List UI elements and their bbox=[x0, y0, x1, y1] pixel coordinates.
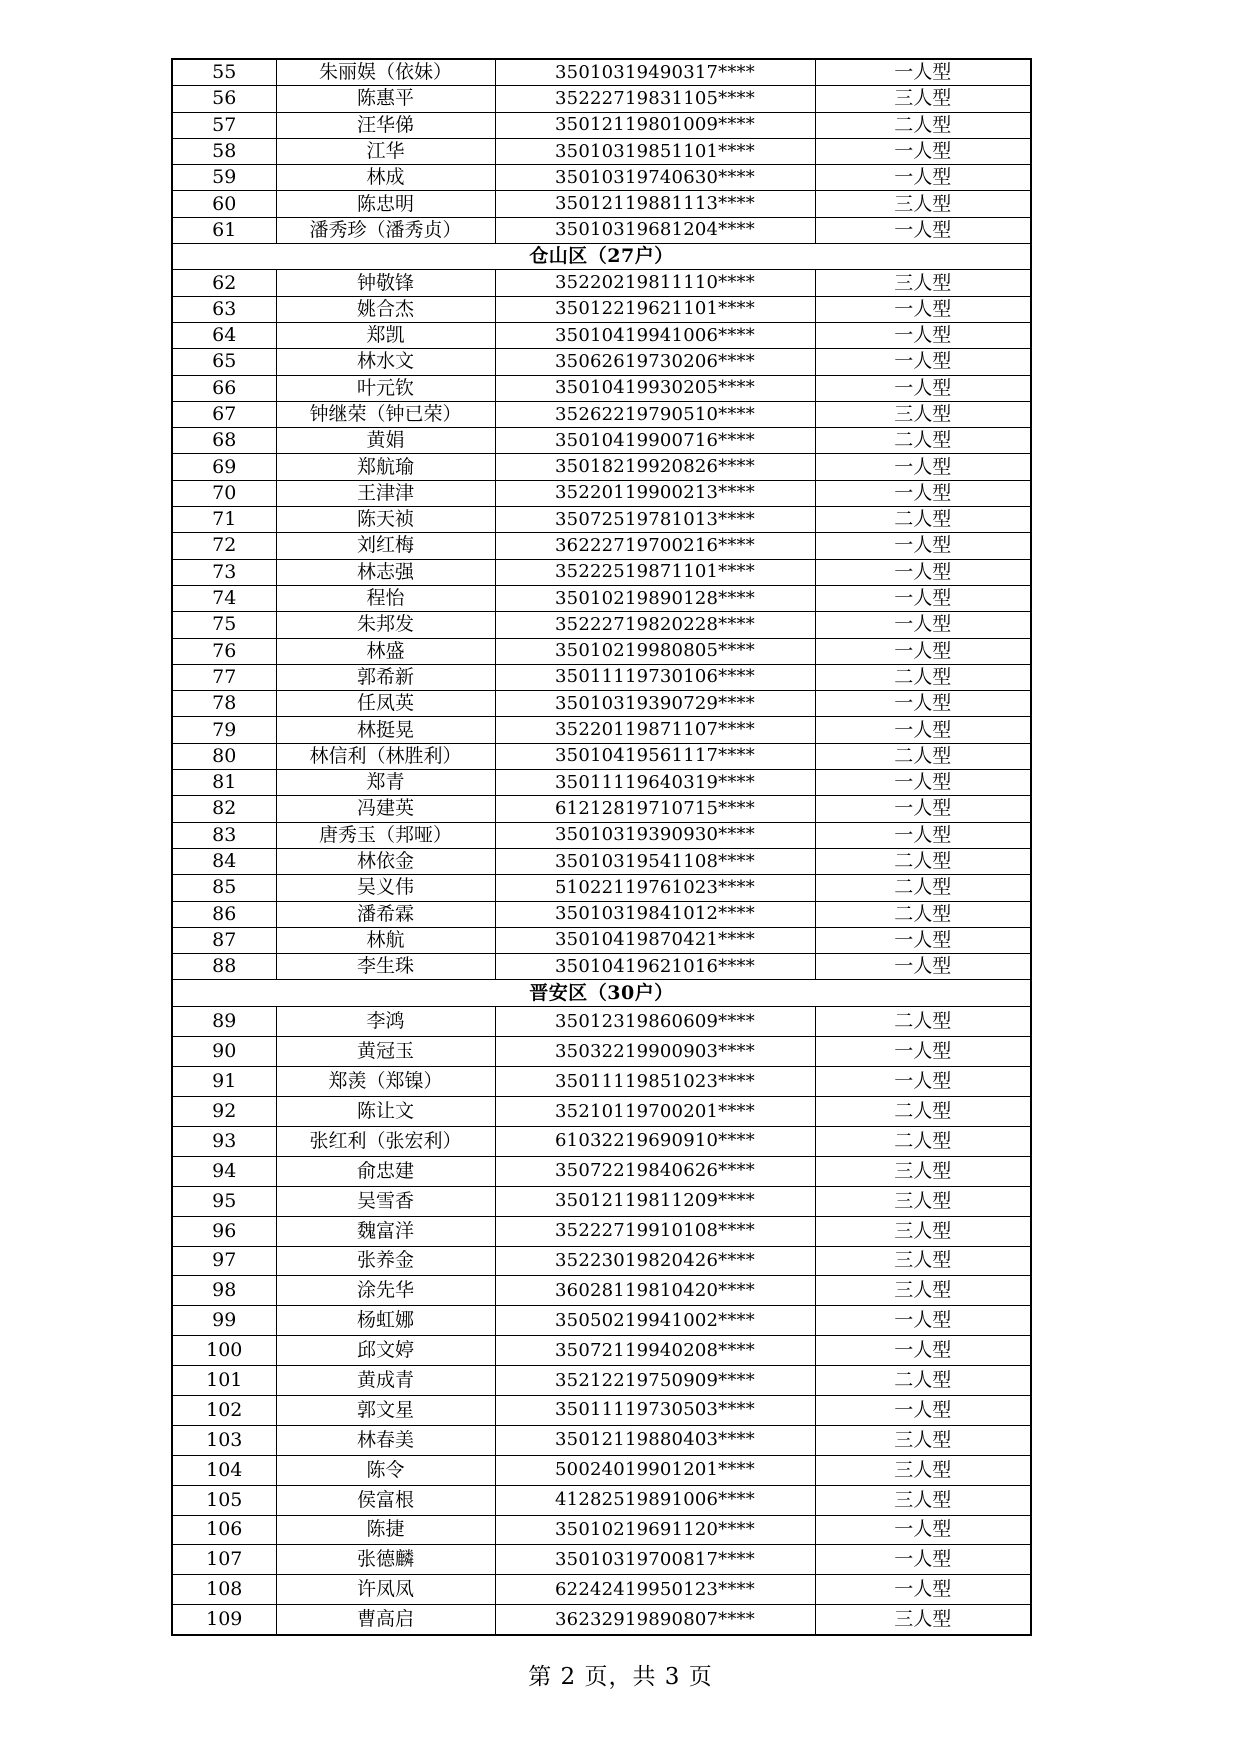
household-type-cell: 一人型 bbox=[815, 796, 1031, 822]
id-number-cell: 35011119851023**** bbox=[495, 1067, 815, 1097]
row-number-cell: 86 bbox=[172, 901, 276, 927]
table-row bbox=[172, 796, 1031, 822]
household-type-cell: 一人型 bbox=[815, 717, 1031, 743]
table-row bbox=[172, 559, 1031, 585]
id-number-cell: 35010319541108**** bbox=[495, 848, 815, 874]
table-row bbox=[172, 585, 1031, 611]
household-type-cell: 一人型 bbox=[815, 1306, 1031, 1336]
table-row bbox=[172, 1366, 1031, 1396]
row-number-cell: 75 bbox=[172, 612, 276, 638]
applicant-name-cell: 汪华俤 bbox=[276, 112, 495, 138]
id-number-cell: 35212219750909**** bbox=[495, 1366, 815, 1396]
row-number-cell: 88 bbox=[172, 954, 276, 980]
applicant-name-cell: 许凤凤 bbox=[276, 1575, 495, 1605]
applicant-name-cell: 黄冠玉 bbox=[276, 1037, 495, 1067]
table-row bbox=[172, 822, 1031, 848]
row-number-cell: 77 bbox=[172, 664, 276, 690]
household-type-cell: 二人型 bbox=[815, 428, 1031, 454]
applicant-name-cell: 郑青 bbox=[276, 770, 495, 796]
household-type-cell: 一人型 bbox=[815, 1067, 1031, 1097]
row-number-cell: 62 bbox=[172, 270, 276, 296]
household-type-cell: 一人型 bbox=[815, 217, 1031, 243]
household-type-cell: 一人型 bbox=[815, 770, 1031, 796]
household-type-cell: 一人型 bbox=[815, 322, 1031, 348]
applicant-name-cell: 张红利（张宏利） bbox=[276, 1126, 495, 1156]
row-number-cell: 99 bbox=[172, 1306, 276, 1336]
applicant-name-cell: 郑航瑜 bbox=[276, 454, 495, 480]
household-type-cell: 二人型 bbox=[815, 507, 1031, 533]
id-number-cell: 35010319390729**** bbox=[495, 691, 815, 717]
row-number-cell: 89 bbox=[172, 1007, 276, 1037]
row-number-cell: 61 bbox=[172, 217, 276, 243]
table-row bbox=[172, 86, 1031, 112]
id-number-cell: 35012119801009**** bbox=[495, 112, 815, 138]
table-row bbox=[172, 717, 1031, 743]
row-number-cell: 96 bbox=[172, 1216, 276, 1246]
applicant-name-cell: 刘红梅 bbox=[276, 533, 495, 559]
household-type-cell: 二人型 bbox=[815, 664, 1031, 690]
applicant-name-cell: 郭希新 bbox=[276, 664, 495, 690]
applicant-name-cell: 钟敬锋 bbox=[276, 270, 495, 296]
id-number-cell: 35012119880403**** bbox=[495, 1425, 815, 1455]
row-number-cell: 105 bbox=[172, 1485, 276, 1515]
table-row bbox=[172, 428, 1031, 454]
table-row bbox=[172, 1007, 1031, 1037]
id-number-cell: 35262219790510**** bbox=[495, 401, 815, 427]
table-row bbox=[172, 1156, 1031, 1186]
id-number-cell: 41282519891006**** bbox=[495, 1485, 815, 1515]
household-type-cell: 三人型 bbox=[815, 1276, 1031, 1306]
household-type-cell: 一人型 bbox=[815, 165, 1031, 191]
id-number-cell: 35012219621101**** bbox=[495, 296, 815, 322]
household-type-cell: 二人型 bbox=[815, 112, 1031, 138]
household-type-cell: 一人型 bbox=[815, 1515, 1031, 1545]
row-number-cell: 90 bbox=[172, 1037, 276, 1067]
table-row bbox=[172, 1097, 1031, 1127]
table-row bbox=[172, 270, 1031, 296]
table-row bbox=[172, 375, 1031, 401]
id-number-cell: 61032219690910**** bbox=[495, 1126, 815, 1156]
table-row bbox=[172, 1246, 1031, 1276]
row-number-cell: 63 bbox=[172, 296, 276, 322]
row-number-cell: 97 bbox=[172, 1246, 276, 1276]
id-number-cell: 35010319700817**** bbox=[495, 1545, 815, 1575]
table-row bbox=[172, 1216, 1031, 1246]
applicant-name-cell: 陈让文 bbox=[276, 1097, 495, 1127]
table-row bbox=[172, 1067, 1031, 1097]
applicant-name-cell: 林信利（林胜利） bbox=[276, 743, 495, 769]
applicant-name-cell: 叶元钦 bbox=[276, 375, 495, 401]
household-type-cell: 三人型 bbox=[815, 1455, 1031, 1485]
id-number-cell: 35011119730503**** bbox=[495, 1395, 815, 1425]
table-row bbox=[172, 901, 1031, 927]
row-number-cell: 93 bbox=[172, 1126, 276, 1156]
household-type-cell: 一人型 bbox=[815, 954, 1031, 980]
table-row bbox=[172, 1515, 1031, 1545]
household-type-cell: 一人型 bbox=[815, 1395, 1031, 1425]
id-number-cell: 36222719700216**** bbox=[495, 533, 815, 559]
id-number-cell: 35223019820426**** bbox=[495, 1246, 815, 1276]
id-number-cell: 35010319390930**** bbox=[495, 822, 815, 848]
row-number-cell: 102 bbox=[172, 1395, 276, 1425]
applicant-name-cell: 吴义伟 bbox=[276, 875, 495, 901]
table-row bbox=[172, 1395, 1031, 1425]
id-number-cell: 35222719910108**** bbox=[495, 1216, 815, 1246]
table-row bbox=[172, 1336, 1031, 1366]
table-row bbox=[172, 1485, 1031, 1515]
table-row bbox=[172, 165, 1031, 191]
household-type-cell: 一人型 bbox=[815, 691, 1031, 717]
id-number-cell: 35010419870421**** bbox=[495, 927, 815, 953]
applicant-name-cell: 张德麟 bbox=[276, 1545, 495, 1575]
applicant-name-cell: 陈捷 bbox=[276, 1515, 495, 1545]
row-number-cell: 104 bbox=[172, 1455, 276, 1485]
applicant-name-cell: 黄娟 bbox=[276, 428, 495, 454]
applicant-name-cell: 林水文 bbox=[276, 349, 495, 375]
table-row bbox=[172, 770, 1031, 796]
id-number-cell: 36028119810420**** bbox=[495, 1276, 815, 1306]
row-number-cell: 106 bbox=[172, 1515, 276, 1545]
row-number-cell: 65 bbox=[172, 349, 276, 375]
id-number-cell: 35010319681204**** bbox=[495, 217, 815, 243]
id-number-cell: 35011119640319**** bbox=[495, 770, 815, 796]
table-row bbox=[172, 138, 1031, 164]
id-number-cell: 35012119881113**** bbox=[495, 191, 815, 217]
id-number-cell: 35011119730106**** bbox=[495, 664, 815, 690]
row-number-cell: 91 bbox=[172, 1067, 276, 1097]
table-row bbox=[172, 743, 1031, 769]
id-number-cell: 61212819710715**** bbox=[495, 796, 815, 822]
household-type-cell: 一人型 bbox=[815, 1037, 1031, 1067]
table-row bbox=[172, 1455, 1031, 1485]
row-number-cell: 87 bbox=[172, 927, 276, 953]
table-row bbox=[172, 1037, 1031, 1067]
row-number-cell: 60 bbox=[172, 191, 276, 217]
table-row bbox=[172, 927, 1031, 953]
page-footer: 第 2 页，共 3 页 bbox=[528, 1664, 713, 1690]
applicant-name-cell: 姚合杰 bbox=[276, 296, 495, 322]
household-type-cell: 一人型 bbox=[815, 1336, 1031, 1366]
applicant-name-cell: 冯建英 bbox=[276, 796, 495, 822]
table-row bbox=[172, 1126, 1031, 1156]
applicant-name-cell: 魏富洋 bbox=[276, 1216, 495, 1246]
table-row bbox=[172, 507, 1031, 533]
id-number-cell: 35010319490317**** bbox=[495, 59, 815, 86]
applicant-name-cell: 李生珠 bbox=[276, 954, 495, 980]
id-number-cell: 35010419561117**** bbox=[495, 743, 815, 769]
table-row bbox=[172, 296, 1031, 322]
household-type-cell: 一人型 bbox=[815, 638, 1031, 664]
table-row bbox=[172, 401, 1031, 427]
table-row bbox=[172, 691, 1031, 717]
id-number-cell: 35220119871107**** bbox=[495, 717, 815, 743]
household-type-cell: 一人型 bbox=[815, 59, 1031, 86]
household-type-cell: 三人型 bbox=[815, 1156, 1031, 1186]
id-number-cell: 35222719820228**** bbox=[495, 612, 815, 638]
row-number-cell: 98 bbox=[172, 1276, 276, 1306]
household-type-cell: 三人型 bbox=[815, 401, 1031, 427]
id-number-cell: 62242419950123**** bbox=[495, 1575, 815, 1605]
table-row bbox=[172, 612, 1031, 638]
id-number-cell: 35072219840626**** bbox=[495, 1156, 815, 1186]
household-type-cell: 一人型 bbox=[815, 533, 1031, 559]
applicant-name-cell: 林盛 bbox=[276, 638, 495, 664]
row-number-cell: 72 bbox=[172, 533, 276, 559]
id-number-cell: 35010419941006**** bbox=[495, 322, 815, 348]
row-number-cell: 84 bbox=[172, 848, 276, 874]
table-row bbox=[172, 1575, 1031, 1605]
row-number-cell: 79 bbox=[172, 717, 276, 743]
household-type-cell: 三人型 bbox=[815, 270, 1031, 296]
applicant-name-cell: 黄成青 bbox=[276, 1366, 495, 1396]
applicant-name-cell: 曹高启 bbox=[276, 1605, 495, 1635]
household-type-cell: 一人型 bbox=[815, 612, 1031, 638]
applicant-name-cell: 郑凯 bbox=[276, 322, 495, 348]
household-type-cell: 三人型 bbox=[815, 1246, 1031, 1276]
table-row bbox=[172, 1605, 1031, 1635]
household-type-cell: 三人型 bbox=[815, 1216, 1031, 1246]
row-number-cell: 71 bbox=[172, 507, 276, 533]
id-number-cell: 35220119900213**** bbox=[495, 480, 815, 506]
applicant-name-cell: 杨虹娜 bbox=[276, 1306, 495, 1336]
row-number-cell: 58 bbox=[172, 138, 276, 164]
section-title: 晋安区（30户） bbox=[172, 980, 1031, 1007]
table-row bbox=[172, 480, 1031, 506]
id-number-cell: 35062619730206**** bbox=[495, 349, 815, 375]
household-type-cell: 一人型 bbox=[815, 1575, 1031, 1605]
id-number-cell: 51022119761023**** bbox=[495, 875, 815, 901]
table-row bbox=[172, 454, 1031, 480]
id-number-cell: 50024019901201**** bbox=[495, 1455, 815, 1485]
applicant-name-cell: 江华 bbox=[276, 138, 495, 164]
applicant-name-cell: 李鸿 bbox=[276, 1007, 495, 1037]
row-number-cell: 95 bbox=[172, 1186, 276, 1216]
row-number-cell: 85 bbox=[172, 875, 276, 901]
row-number-cell: 64 bbox=[172, 322, 276, 348]
row-number-cell: 56 bbox=[172, 86, 276, 112]
row-number-cell: 76 bbox=[172, 638, 276, 664]
household-type-cell: 一人型 bbox=[815, 138, 1031, 164]
row-number-cell: 109 bbox=[172, 1605, 276, 1635]
household-type-cell: 二人型 bbox=[815, 1366, 1031, 1396]
applicant-name-cell: 吴雪香 bbox=[276, 1186, 495, 1216]
household-table bbox=[171, 58, 1032, 1636]
row-number-cell: 80 bbox=[172, 743, 276, 769]
applicant-name-cell: 陈天祯 bbox=[276, 507, 495, 533]
row-number-cell: 101 bbox=[172, 1366, 276, 1396]
id-number-cell: 35010219691120**** bbox=[495, 1515, 815, 1545]
row-number-cell: 94 bbox=[172, 1156, 276, 1186]
household-type-cell: 二人型 bbox=[815, 848, 1031, 874]
household-type-cell: 一人型 bbox=[815, 454, 1031, 480]
applicant-name-cell: 朱邦发 bbox=[276, 612, 495, 638]
applicant-name-cell: 侯富根 bbox=[276, 1485, 495, 1515]
id-number-cell: 35010319841012**** bbox=[495, 901, 815, 927]
id-number-cell: 35072519781013**** bbox=[495, 507, 815, 533]
applicant-name-cell: 郑羡（郑镍） bbox=[276, 1067, 495, 1097]
section-header-row bbox=[172, 244, 1031, 270]
applicant-name-cell: 郭文星 bbox=[276, 1395, 495, 1425]
household-type-cell: 三人型 bbox=[815, 1186, 1031, 1216]
id-number-cell: 35010219980805**** bbox=[495, 638, 815, 664]
table-row bbox=[172, 1545, 1031, 1575]
row-number-cell: 66 bbox=[172, 375, 276, 401]
applicant-name-cell: 陈惠平 bbox=[276, 86, 495, 112]
household-type-cell: 三人型 bbox=[815, 191, 1031, 217]
applicant-name-cell: 程怡 bbox=[276, 585, 495, 611]
household-type-cell: 二人型 bbox=[815, 1126, 1031, 1156]
household-type-cell: 二人型 bbox=[815, 901, 1031, 927]
table-row bbox=[172, 191, 1031, 217]
id-number-cell: 35032219900903**** bbox=[495, 1037, 815, 1067]
row-number-cell: 81 bbox=[172, 770, 276, 796]
household-type-cell: 二人型 bbox=[815, 875, 1031, 901]
row-number-cell: 92 bbox=[172, 1097, 276, 1127]
applicant-name-cell: 林航 bbox=[276, 927, 495, 953]
household-type-cell: 三人型 bbox=[815, 86, 1031, 112]
applicant-name-cell: 林挺晃 bbox=[276, 717, 495, 743]
household-type-cell: 三人型 bbox=[815, 1605, 1031, 1635]
id-number-cell: 35012119811209**** bbox=[495, 1186, 815, 1216]
row-number-cell: 69 bbox=[172, 454, 276, 480]
table-row bbox=[172, 533, 1031, 559]
id-number-cell: 35012319860609**** bbox=[495, 1007, 815, 1037]
household-type-cell: 三人型 bbox=[815, 1485, 1031, 1515]
row-number-cell: 57 bbox=[172, 112, 276, 138]
applicant-name-cell: 潘秀珍（潘秀贞） bbox=[276, 217, 495, 243]
row-number-cell: 67 bbox=[172, 401, 276, 427]
applicant-name-cell: 林依金 bbox=[276, 848, 495, 874]
row-number-cell: 108 bbox=[172, 1575, 276, 1605]
table-row bbox=[172, 1186, 1031, 1216]
row-number-cell: 59 bbox=[172, 165, 276, 191]
row-number-cell: 70 bbox=[172, 480, 276, 506]
id-number-cell: 35018219920826**** bbox=[495, 454, 815, 480]
household-type-cell: 一人型 bbox=[815, 559, 1031, 585]
household-type-cell: 一人型 bbox=[815, 822, 1031, 848]
id-number-cell: 36232919890807**** bbox=[495, 1605, 815, 1635]
id-number-cell: 35010419900716**** bbox=[495, 428, 815, 454]
id-number-cell: 35072119940208**** bbox=[495, 1336, 815, 1366]
household-type-cell: 三人型 bbox=[815, 1425, 1031, 1455]
table-row bbox=[172, 217, 1031, 243]
applicant-name-cell: 俞忠建 bbox=[276, 1156, 495, 1186]
section-title: 仓山区（27户） bbox=[172, 244, 1031, 270]
household-type-cell: 二人型 bbox=[815, 1007, 1031, 1037]
applicant-name-cell: 林志强 bbox=[276, 559, 495, 585]
household-type-cell: 二人型 bbox=[815, 1097, 1031, 1127]
household-type-cell: 一人型 bbox=[815, 927, 1031, 953]
applicant-name-cell: 钟继荣（钟已荣） bbox=[276, 401, 495, 427]
id-number-cell: 35222719831105**** bbox=[495, 86, 815, 112]
table-row bbox=[172, 954, 1031, 980]
id-number-cell: 35220219811110**** bbox=[495, 270, 815, 296]
applicant-name-cell: 陈令 bbox=[276, 1455, 495, 1485]
section-header-row bbox=[172, 980, 1031, 1007]
id-number-cell: 35010419621016**** bbox=[495, 954, 815, 980]
table-row bbox=[172, 322, 1031, 348]
table-row bbox=[172, 1306, 1031, 1336]
table-row bbox=[172, 1425, 1031, 1455]
household-type-cell: 一人型 bbox=[815, 585, 1031, 611]
applicant-name-cell: 陈忠明 bbox=[276, 191, 495, 217]
row-number-cell: 83 bbox=[172, 822, 276, 848]
table-row bbox=[172, 1276, 1031, 1306]
household-type-cell: 一人型 bbox=[815, 480, 1031, 506]
household-type-cell: 一人型 bbox=[815, 375, 1031, 401]
row-number-cell: 78 bbox=[172, 691, 276, 717]
applicant-name-cell: 林春美 bbox=[276, 1425, 495, 1455]
applicant-name-cell: 涂先华 bbox=[276, 1276, 495, 1306]
table-row bbox=[172, 112, 1031, 138]
applicant-name-cell: 林成 bbox=[276, 165, 495, 191]
id-number-cell: 35010219890128**** bbox=[495, 585, 815, 611]
id-number-cell: 35010419930205**** bbox=[495, 375, 815, 401]
table-row bbox=[172, 848, 1031, 874]
row-number-cell: 100 bbox=[172, 1336, 276, 1366]
row-number-cell: 103 bbox=[172, 1425, 276, 1455]
applicant-name-cell: 邱文婷 bbox=[276, 1336, 495, 1366]
table-row bbox=[172, 349, 1031, 375]
applicant-name-cell: 潘希霖 bbox=[276, 901, 495, 927]
table-row bbox=[172, 59, 1031, 86]
id-number-cell: 35010319740630**** bbox=[495, 165, 815, 191]
applicant-name-cell: 任凤英 bbox=[276, 691, 495, 717]
household-type-cell: 一人型 bbox=[815, 1545, 1031, 1575]
row-number-cell: 82 bbox=[172, 796, 276, 822]
applicant-name-cell: 唐秀玉（邦哑） bbox=[276, 822, 495, 848]
row-number-cell: 73 bbox=[172, 559, 276, 585]
row-number-cell: 74 bbox=[172, 585, 276, 611]
table-row bbox=[172, 875, 1031, 901]
table-row bbox=[172, 638, 1031, 664]
id-number-cell: 35222519871101**** bbox=[495, 559, 815, 585]
household-type-cell: 一人型 bbox=[815, 349, 1031, 375]
table-row bbox=[172, 664, 1031, 690]
household-type-cell: 二人型 bbox=[815, 743, 1031, 769]
id-number-cell: 35050219941002**** bbox=[495, 1306, 815, 1336]
applicant-name-cell: 张养金 bbox=[276, 1246, 495, 1276]
applicant-name-cell: 王津津 bbox=[276, 480, 495, 506]
applicant-name-cell: 朱丽娱（依妹） bbox=[276, 59, 495, 86]
household-type-cell: 一人型 bbox=[815, 296, 1031, 322]
row-number-cell: 55 bbox=[172, 59, 276, 86]
row-number-cell: 107 bbox=[172, 1545, 276, 1575]
id-number-cell: 35210119700201**** bbox=[495, 1097, 815, 1127]
household-table-body bbox=[172, 59, 1031, 1635]
row-number-cell: 68 bbox=[172, 428, 276, 454]
id-number-cell: 35010319851101**** bbox=[495, 138, 815, 164]
